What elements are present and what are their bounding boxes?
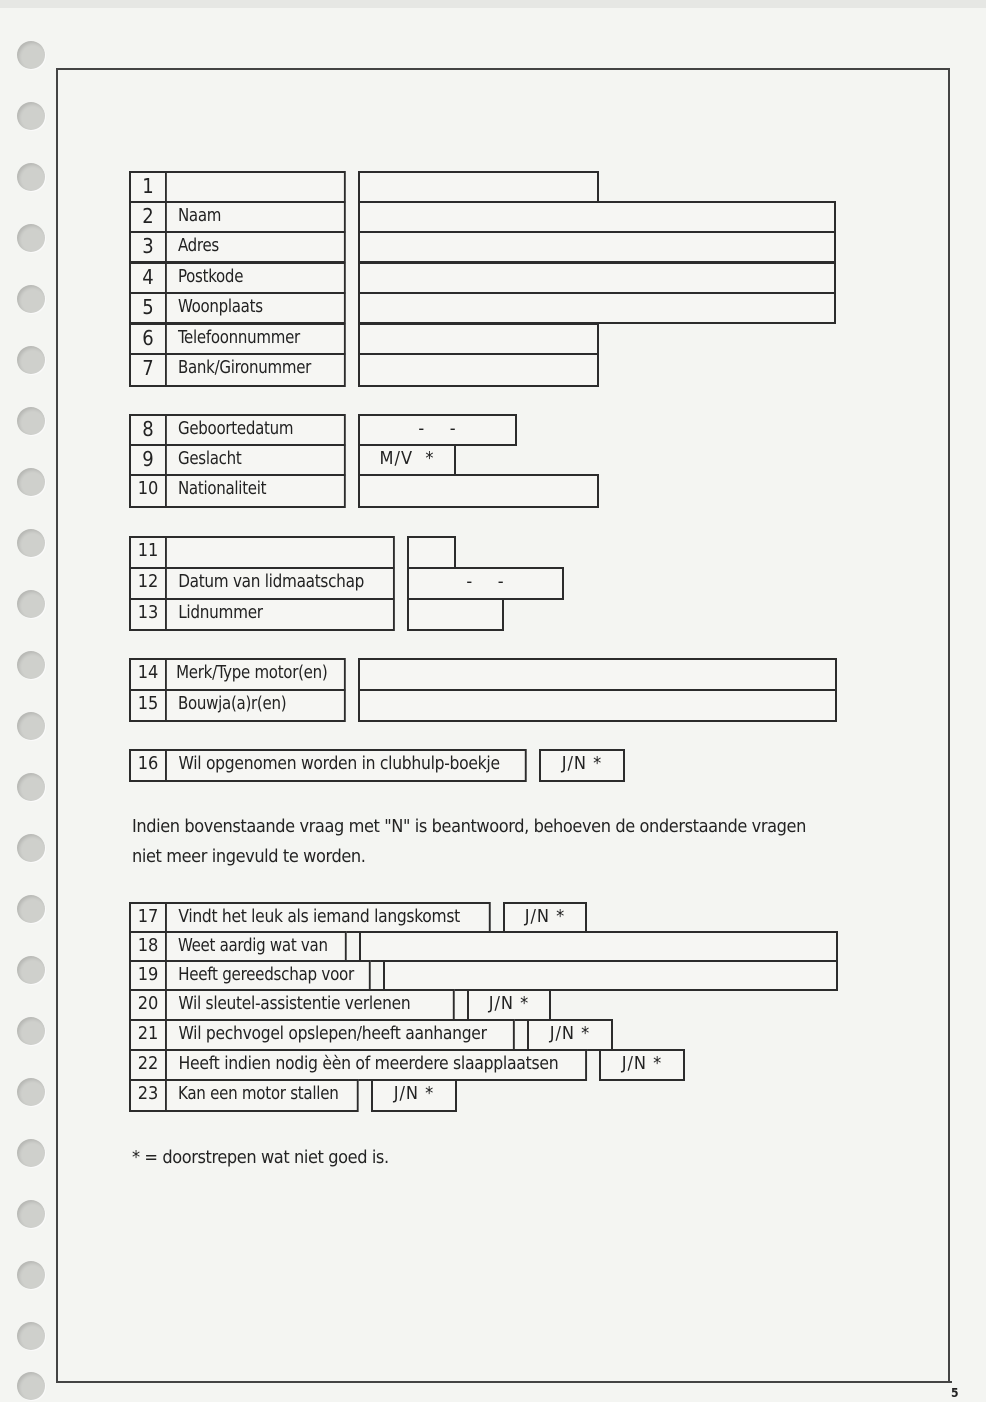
binder-hole <box>17 1139 45 1167</box>
row-number: 10 <box>129 474 167 508</box>
binder-hole <box>17 468 45 496</box>
row-number: 13 <box>129 598 167 631</box>
field-label-gironummer: Bank/Gironummer <box>165 353 346 387</box>
field-label-woonplaats: Woonplaats <box>165 292 346 324</box>
row-number: 9 <box>129 444 167 476</box>
field-input[interactable] <box>407 536 456 569</box>
row-number: 17 <box>129 902 167 933</box>
binder-hole <box>17 895 45 923</box>
field-label-geboortedatum: Geboortedatum <box>165 414 346 446</box>
field-label-postkode: Postkode <box>165 262 346 294</box>
field-label-lidnummer: Lidnummer <box>165 598 395 631</box>
gereedschap-input[interactable] <box>383 960 838 991</box>
field-label-weet-aardig: Weet aardig wat van <box>165 931 347 962</box>
gironummer-input[interactable] <box>358 353 599 387</box>
field-label-lidmaatschap: Datum van lidmaatschap <box>165 567 395 600</box>
instruction-line-2: niet meer ingevuld te worden. <box>132 846 366 867</box>
clubhulp-choice[interactable]: J/N * <box>539 749 625 782</box>
binder-hole <box>17 590 45 618</box>
pechvogel-choice[interactable]: J/N * <box>527 1019 613 1051</box>
binder-hole <box>17 285 45 313</box>
binder-hole <box>17 1261 45 1289</box>
binder-hole <box>17 529 45 557</box>
row-number: 23 <box>129 1079 167 1112</box>
row-number: 18 <box>129 931 167 962</box>
motor-stallen-choice[interactable]: J/N * <box>371 1079 457 1112</box>
field-label <box>165 536 395 569</box>
field-label-slaapplaatsen: Heeft indien nodig èèn of meerdere slaapplaatsen <box>165 1049 587 1081</box>
row-number: 14 <box>129 658 167 691</box>
geslacht-choice[interactable]: M/V * <box>358 444 456 476</box>
row-number: 21 <box>129 1019 167 1051</box>
field-label-clubhulp: Wil opgenomen worden in clubhulp-boekje <box>165 749 527 782</box>
binder-hole <box>17 712 45 740</box>
row-number: 2 <box>129 201 167 233</box>
field-input[interactable] <box>358 171 599 203</box>
row-number: 1 <box>129 171 167 203</box>
field-label-pechvogel: Wil pechvogel opslepen/heeft aanhanger <box>165 1019 515 1051</box>
slaapplaatsen-choice[interactable]: J/N * <box>599 1049 685 1081</box>
binder-hole <box>17 346 45 374</box>
nationaliteit-input[interactable] <box>358 474 599 508</box>
weet-aardig-input[interactable] <box>359 931 838 962</box>
page-number: 5 <box>951 1386 959 1400</box>
merk-type-input[interactable] <box>358 658 837 691</box>
telefoonnummer-input[interactable] <box>358 323 599 355</box>
field-label <box>165 171 346 203</box>
binder-hole <box>17 956 45 984</box>
row-number: 22 <box>129 1049 167 1081</box>
row-number: 5 <box>129 292 167 324</box>
instruction-line-1: Indien bovenstaande vraag met "N" is beantwoord, behoeven de onderstaande vragen <box>132 816 806 837</box>
row-number: 7 <box>129 353 167 387</box>
binder-hole <box>17 834 45 862</box>
binder-hole <box>17 224 45 252</box>
adres-input[interactable] <box>358 231 836 263</box>
field-label-telefoonnummer: Telefoonnummer <box>165 323 346 355</box>
row-number: 16 <box>129 749 167 782</box>
scan-top-edge <box>0 0 986 8</box>
lidnummer-input[interactable] <box>407 598 504 631</box>
binder-hole <box>17 1017 45 1045</box>
field-label-merk-type: Merk/Type motor(en) <box>165 658 346 691</box>
binder-hole <box>17 773 45 801</box>
woonplaats-input[interactable] <box>358 292 836 324</box>
field-label-sleutel-assistentie: Wil sleutel-assistentie verlenen <box>165 989 455 1021</box>
row-number: 4 <box>129 262 167 294</box>
binder-hole <box>17 651 45 679</box>
field-label-adres: Adres <box>165 231 346 263</box>
binder-hole <box>17 407 45 435</box>
footnote: * = doorstrepen wat niet goed is. <box>132 1147 389 1168</box>
lidmaatschap-datum-input[interactable]: - - <box>407 567 564 600</box>
langskomst-choice[interactable]: J/N * <box>503 902 587 933</box>
binder-hole <box>17 1372 45 1400</box>
page-frame-bottom <box>56 1381 952 1383</box>
field-label-naam: Naam <box>165 201 346 233</box>
row-number: 15 <box>129 689 167 722</box>
row-number: 12 <box>129 567 167 600</box>
field-label-nationaliteit: Nationaliteit <box>165 474 346 508</box>
naam-input[interactable] <box>358 201 836 233</box>
field-label-geslacht: Geslacht <box>165 444 346 476</box>
geboortedatum-input[interactable]: - - <box>358 414 517 446</box>
row-number: 8 <box>129 414 167 446</box>
row-number: 20 <box>129 989 167 1021</box>
field-label-langskomst: Vindt het leuk als iemand langskomst <box>165 902 491 933</box>
row-number: 3 <box>129 231 167 263</box>
binder-hole <box>17 1200 45 1228</box>
row-number: 11 <box>129 536 167 569</box>
binder-hole <box>17 1078 45 1106</box>
postkode-input[interactable] <box>358 262 836 294</box>
binder-hole <box>17 41 45 69</box>
sleutel-assistentie-choice[interactable]: J/N * <box>467 989 551 1021</box>
field-label-motor-stallen: Kan een motor stallen <box>165 1079 359 1112</box>
binder-hole <box>17 102 45 130</box>
binder-hole <box>17 1322 45 1350</box>
binder-hole <box>17 163 45 191</box>
row-number: 19 <box>129 960 167 991</box>
field-label-gereedschap: Heeft gereedschap voor <box>165 960 371 991</box>
row-number: 6 <box>129 323 167 355</box>
bouwjaar-input[interactable] <box>358 689 837 722</box>
field-label-bouwjaar: Bouwja(a)r(en) <box>165 689 346 722</box>
